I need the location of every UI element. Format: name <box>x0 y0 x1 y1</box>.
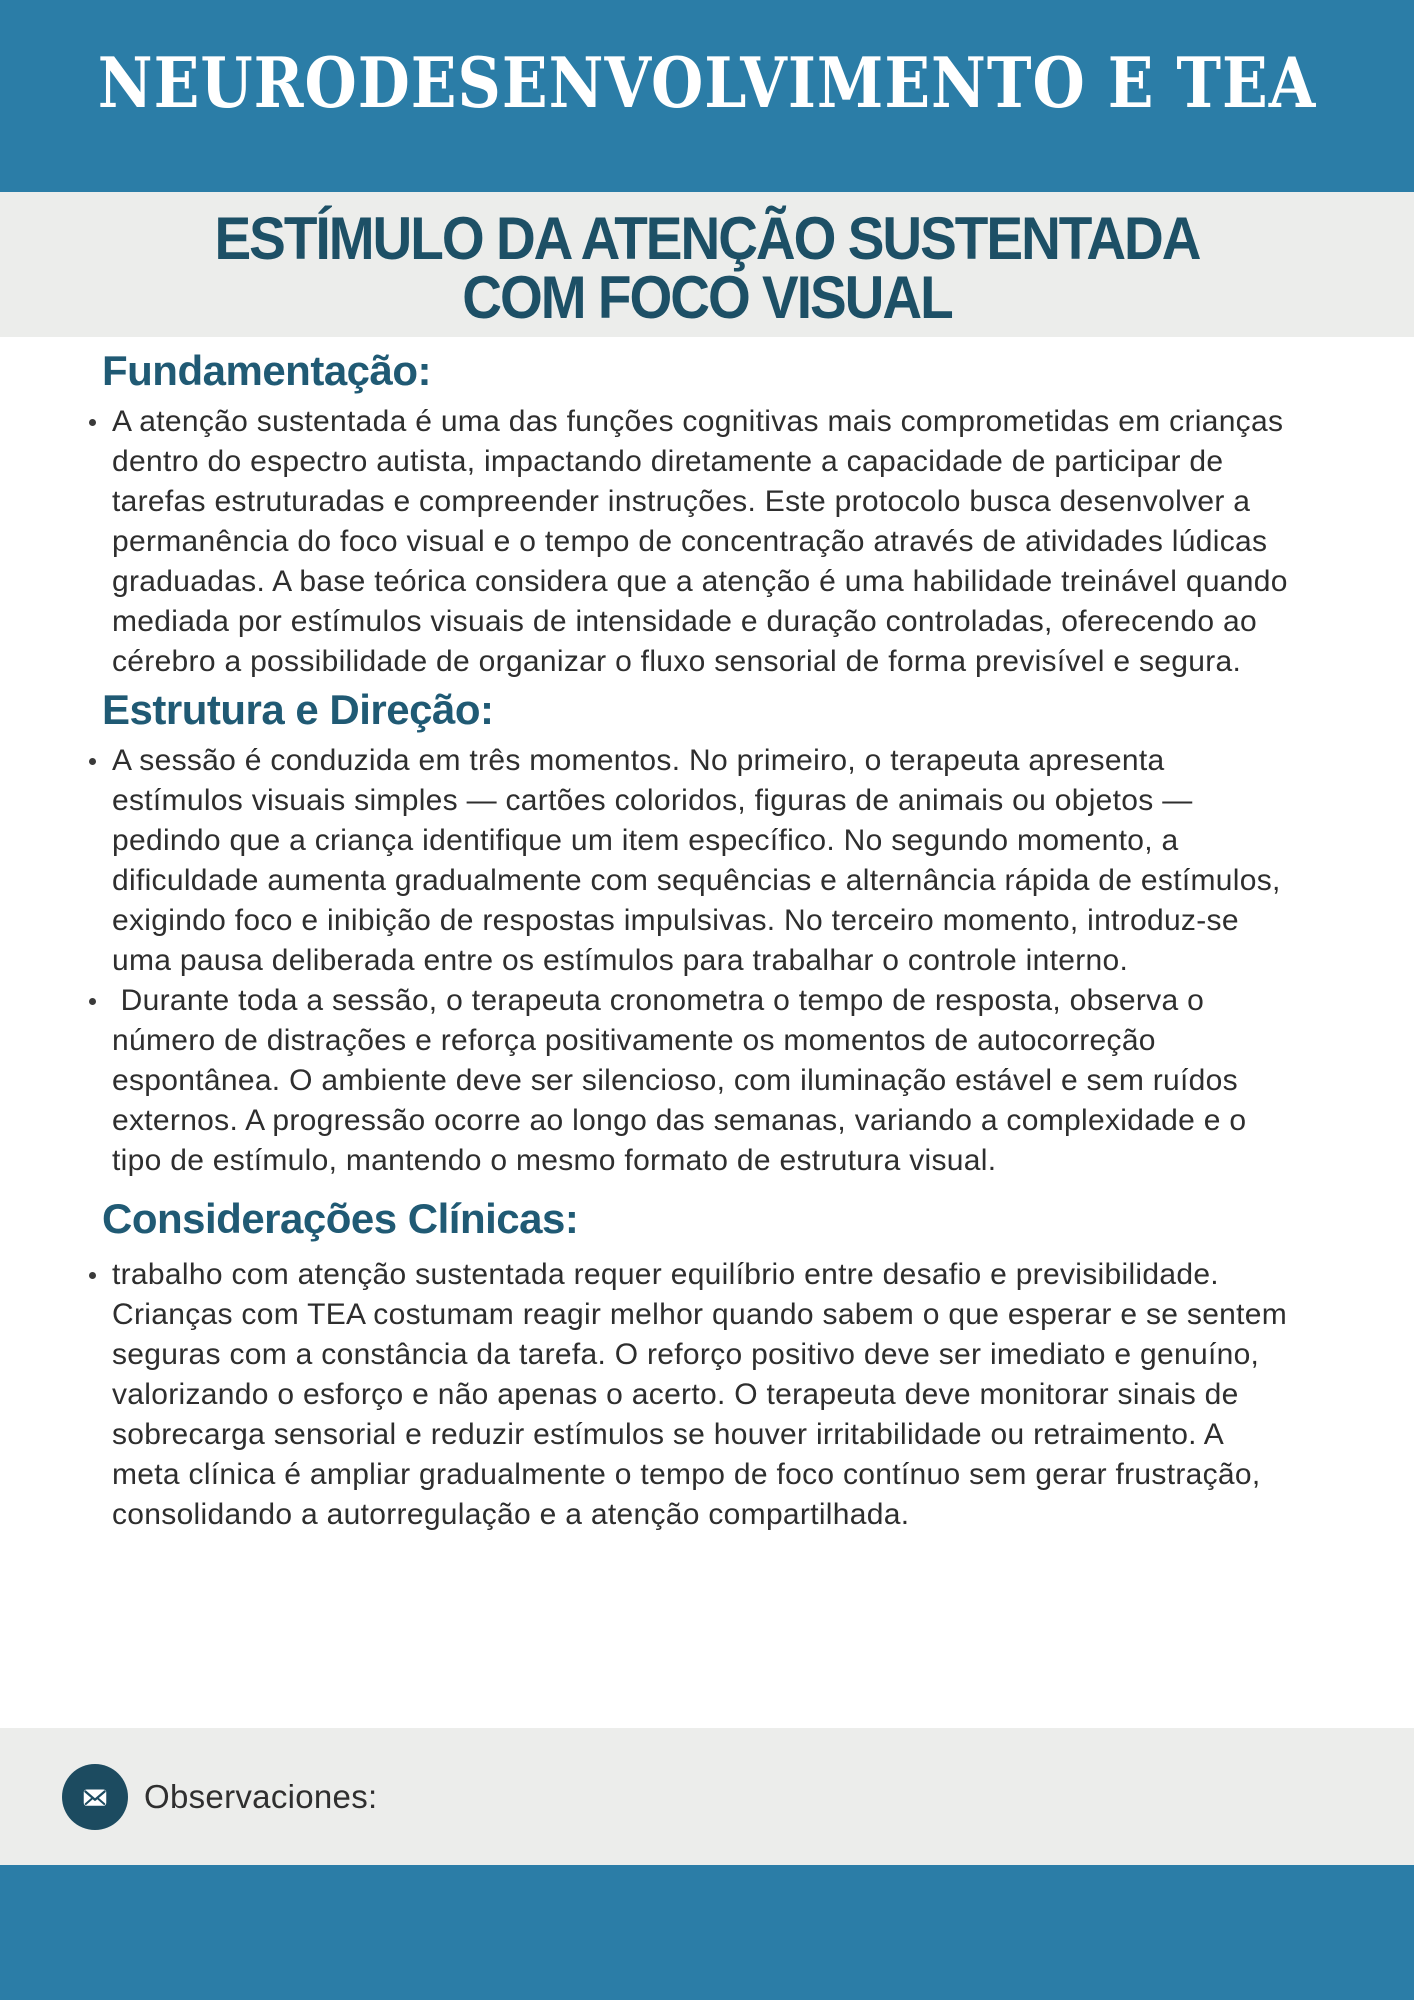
subtitle-band <box>0 192 1414 337</box>
header-band <box>0 0 1414 192</box>
page-title: NEURODESENVOLVIMENTO E TEA <box>97 43 1317 125</box>
bullet-list-fundamentacao <box>78 402 1298 682</box>
document-subtitle-line2: COM FOCO VISUAL <box>462 262 952 331</box>
list-item: trabalho com atenção sustentada requer equilíbrio entre desafio e previsibilidade. Crianças com TEA costumam reagir melhor quando sabem o que esperar e se sentem seguras com a constância da tarefa. O reforço positivo deve ser imediato e genuíno, valorizando o esforço e não apenas o acerto. O terapeuta deve monitorar sinais de sobrecarga sensorial e reduzir estímulos se houver irritabilidade ou retraimento. A meta clínica é ampliar gradualmente o tempo de foco contínuo sem gerar frustração, consolidando a autorregulação e a atenção compartilhada. <box>78 1255 1298 1535</box>
section-heading-consideracoes: Considerações Clínicas: <box>102 1195 579 1242</box>
document-subtitle-line1: ESTÍMULO DA ATENÇÃO SUSTENTADA <box>214 203 1200 272</box>
section-heading-estrutura: Estrutura e Direção: <box>102 686 494 733</box>
list-item: A sessão é conduzida em três momentos. No primeiro, o terapeuta apresenta estímulos visuais simples — cartões coloridos, figuras de animais ou objetos — pedindo que a criança identifique um item específico. No segundo momento, a dificuldade aumenta gradualmente com sequências e alternância rápida de estímulos, exigindo foco e inibição de respostas impulsivas. No terceiro momento, introduz-se uma pausa deliberada entre os estímulos para trabalhar o controle interno. <box>78 741 1298 981</box>
bullet-list-consideracoes <box>78 1255 1298 1535</box>
section-heading-fundamentacao: Fundamentação: <box>102 347 432 394</box>
list-item: A atenção sustentada é uma das funções cognitivas mais comprometidas em crianças dentro do espectro autista, impactando diretamente a capacidade de participar de tarefas estruturadas e compreender instruções. Este protocolo busca desenvolver a permanência do foco visual e o tempo de concentração através de atividades lúdicas graduadas. A base teórica considera que a atenção é uma habilidade treinável quando mediada por estímulos visuais de intensidade e duração controladas, oferecendo ao cérebro a possibilidade de organizar o fluxo sensorial de forma previsível e segura. <box>78 402 1298 682</box>
list-item: Durante toda a sessão, o terapeuta cronometra o tempo de resposta, observa o número de distrações e reforça positivamente os momentos de autocorreção espontânea. O ambiente deve ser silencioso, com iluminação estável e sem ruídos externos. A progressão ocorre ao longo das semanas, variando a complexidade e o tipo de estímulo, mantendo o mesmo formato de estrutura visual. <box>78 981 1298 1181</box>
footer-band <box>0 1865 1414 2000</box>
bullet-list-estrutura <box>78 741 1298 1181</box>
content-area <box>0 337 1414 1728</box>
envelope-icon <box>62 1764 128 1830</box>
observations-label: Observaciones: <box>144 1777 378 1815</box>
observations-band <box>0 1728 1414 1865</box>
